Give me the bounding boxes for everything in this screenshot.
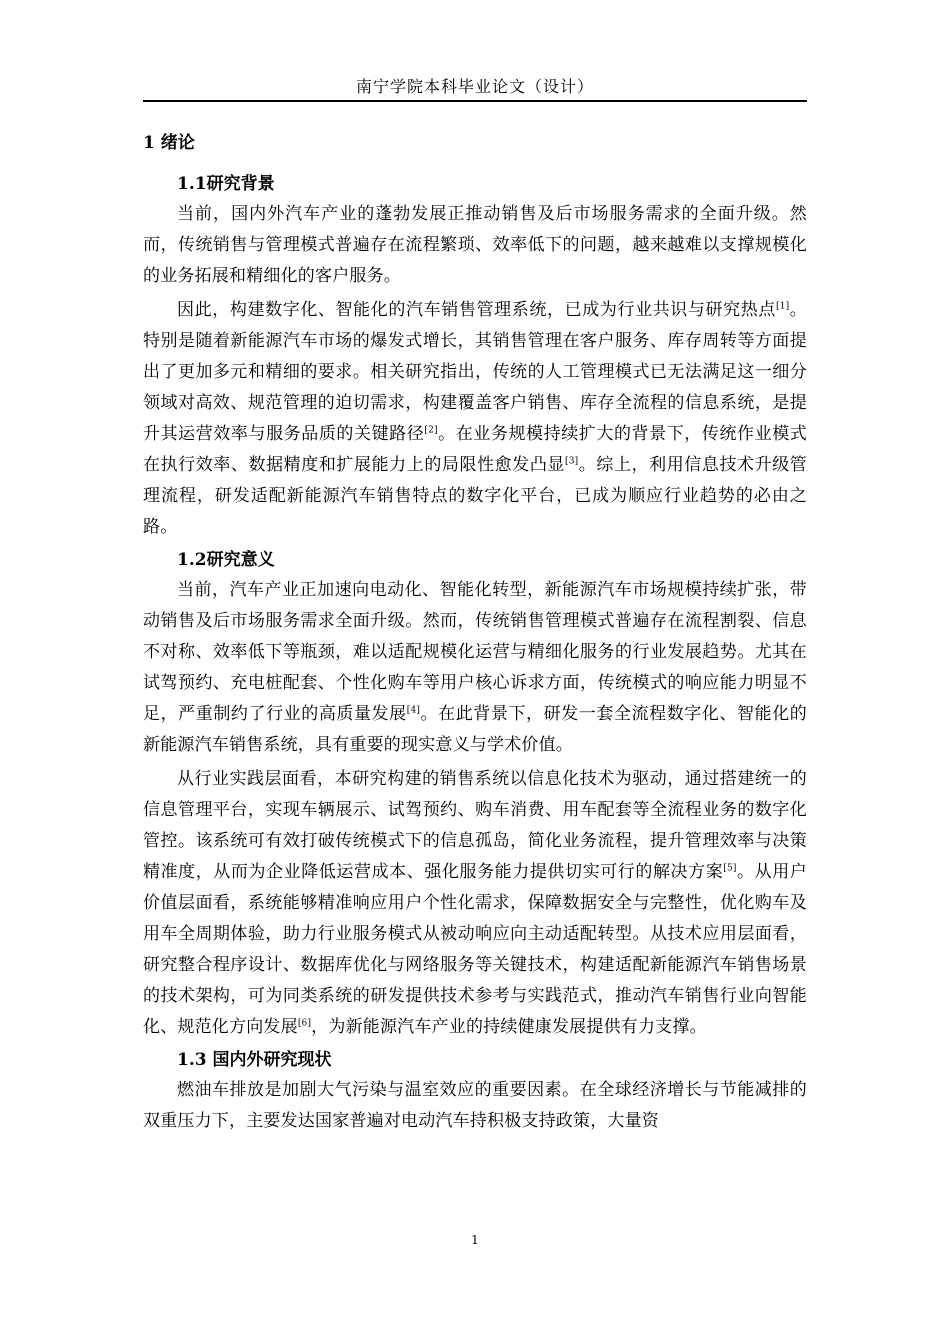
citation: [6] [297,1018,312,1029]
paragraph: 燃油车排放是加剧大气污染与温室效应的重要因素。在全球经济增长与节能减排的双重压力下，主要发达国家普遍对电动汽车持积极支持政策，大量资 [143,1080,807,1131]
document-body [143,128,807,1140]
page-header: 南宁学院本科毕业论文（设计） [355,77,594,96]
citation: [2] [424,425,438,436]
paragraph: 从行业实践层面看，本研究构建的销售系统以信息化技术为驱动，通过搭建统一的信息管理平台，实现车辆展示、试驾预约、购车消费、用车配套等全流程业务的数字化管控。该系统可有效打破传统模式下的信息孤岛，简化业务流程，提升管理效率与决策精准度，从而为企业降低运营成本、强化服务能力提供切实可行的解决方案[5]。从用户价值层面看，系统能够精准响应用户个性化需求，保障数据安全与完整性，优化购车及用车全周期体验，助力行业服务模式从被动响应向主动适配转型。从技术应用层面看，研究整合程序设计、数据库优化与网络服务等关键技术，构建适配新能源汽车销售场景的技术架构，可为同类系统的研发提供技术参考与实践范式，推动汽车销售行业向智能化、规范化方向发展[6]，为新能源汽车产业的持续健康发展提供有力支撑。 [143,769,807,1037]
page-number: 1 [471,1233,479,1247]
citation: [1] [776,301,790,312]
paragraph: 当前，国内外汽车产业的蓬勃发展正推动销售及后市场服务需求的全面升级。然而，传统销售与管理模式普遍存在流程繁琐、效率低下的问题，越来越难以支撑规模化的业务拓展和精细化的客户服务。 [143,204,807,286]
citation: [4] [406,705,421,716]
paragraph: 因此，构建数字化、智能化的汽车销售管理系统，已成为行业共识与研究热点[1]。特别是随着新能源汽车市场的爆发式增长，其销售管理在客户服务、库存周转等方面提出了更加多元和精细的要求。相关研究指出，传统的人工管理模式已无法满足这一细分领域对高效、规范管理的迫切需求，构建覆盖客户销售、库存全流程的信息系统，是提升其运营效率与服务品质的关键路径[2]。在业务规模持续扩大的背景下，传统作业模式在执行效率、数据精度和扩展能力上的局限性愈发凸显[3]。综上，利用信息技术升级管理流程，研发适配新能源汽车销售特点的数字化平台，已成为顺应行业趋势的必由之路。 [143,300,807,537]
section-title-1-1: 1.1研究背景 [177,174,275,194]
citation: [5] [723,863,737,874]
citation: [3] [565,456,579,467]
paragraph: 当前，汽车产业正加速向电动化、智能化转型，新能源汽车市场规模持续扩张，带动销售及后市场服务需求全面升级。然而，传统销售管理模式普遍存在流程割裂、信息不对称、效率低下等瓶颈，难以适配规模化运营与精细化服务的行业发展趋势。尤其在试驾预约、充电桩配套、个性化购车等用户核心诉求方面，传统模式的响应能力明显不足，严重制约了行业的高质量发展[4]。在此背景下，研发一套全流程数字化、智能化的新能源汽车销售系统，具有重要的现实意义与学术价值。 [143,580,808,755]
section-title-1-2: 1.2研究意义 [177,550,275,570]
section-title-1-3: 1.3 国内外研究现状 [177,1050,332,1070]
chapter-title: 1 绪论 [143,133,195,153]
header-rule [143,100,807,102]
